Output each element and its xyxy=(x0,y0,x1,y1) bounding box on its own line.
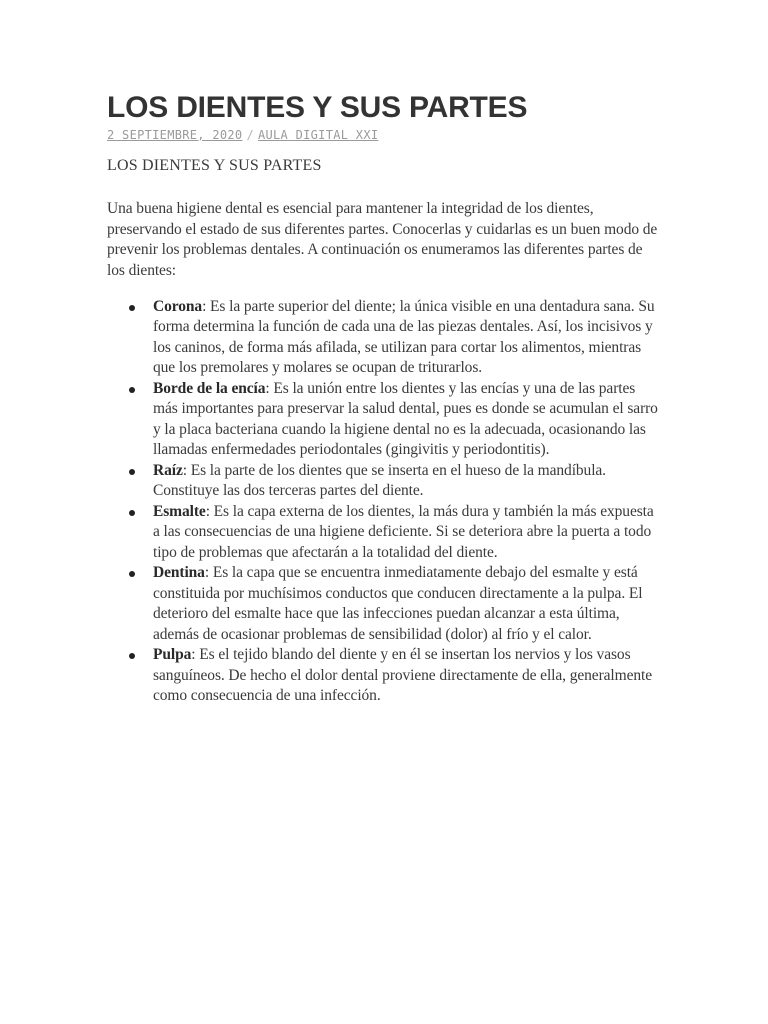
article xyxy=(107,88,662,707)
bullet-icon xyxy=(129,510,135,516)
term-esmalte: Esmalte xyxy=(153,502,206,520)
term-corona: Corona xyxy=(153,297,203,315)
bullet-icon xyxy=(129,305,135,311)
post-meta xyxy=(107,127,662,143)
bullet-icon xyxy=(129,387,135,393)
post-date-link[interactable]: 2 SEPTIEMBRE, 2020 xyxy=(107,128,243,142)
category-link[interactable]: AULA DIGITAL XXI xyxy=(257,128,379,142)
term-borde-encia: Borde de la encía xyxy=(153,379,266,397)
bullet-icon xyxy=(129,571,135,577)
page-title: LOS DIENTES Y SUS PARTES xyxy=(107,91,528,124)
article-subheading: LOS DIENTES Y SUS PARTES xyxy=(107,157,322,174)
list-item-esmalte xyxy=(153,502,662,564)
list-item-corona xyxy=(153,297,662,379)
tooth-parts-list-2 xyxy=(107,502,662,707)
meta-separator: / xyxy=(246,128,254,142)
term-dentina: Dentina xyxy=(153,564,205,581)
definition-dentina: : Es la capa que se encuentra inmediatamente debajo del esmalte y está constituida por muchísimos conductos que conducen directamente a la pulpa. El deterioro del esmalte hace que las infecciones puedan alcanzar a esta última, además de ocasionar problemas de sensibilidad (dolor) al frío y el calor. xyxy=(153,564,643,643)
list-item-pulpa xyxy=(153,645,662,707)
list-item-borde-encia xyxy=(153,379,662,461)
definition-raiz: : Es la parte de los dientes que se inserta en el hueso de la mandíbula. Constituye las dos terceras partes del diente. xyxy=(153,461,606,499)
bullet-icon xyxy=(129,469,135,475)
bullet-icon xyxy=(129,653,135,659)
definition-borde-encia: : Es la unión entre los dientes y las encías y una de las partes más importantes para preservar la salud dental, pues es donde se acumulan el sarro y la placa bacteriana cuando la higiene dental no es la adecuada, ocasionando las llamadas enfermedades periodontales (gingivitis y periodontitis). xyxy=(153,379,658,458)
term-raiz: Raíz xyxy=(153,461,183,479)
definition-esmalte: : Es la capa externa de los dientes, la más dura y también la más expuesta a las consecuencias de una higiene deficiente. Si se deteriora abre la puerta a todo tipo de problemas que afectarán a la totalidad del diente. xyxy=(153,502,654,561)
list-item-raiz xyxy=(153,461,662,502)
list-item-dentina xyxy=(153,563,662,645)
tooth-parts-list-1 xyxy=(107,297,662,502)
intro-paragraph: Una buena higiene dental es esencial para mantener la integridad de los dientes, preservando el estado de sus diferentes partes. Conocerlas y cuidarlas es un buen modo de prevenir los problemas dentales. A continuación os enumeramos las diferentes partes de los dientes: xyxy=(107,200,658,279)
definition-pulpa: : Es el tejido blando del diente y en él se insertan los nervios y los vasos sanguíneos. De hecho el dolor dental proviene directamente de ella, generalmente como consecuencia de una infección. xyxy=(153,646,652,704)
term-pulpa: Pulpa xyxy=(153,646,192,663)
definition-corona: : Es la parte superior del diente; la única visible en una dentadura sana. Su forma determina la función de cada una de las piezas dentales. Así, los incisivos y los caninos, de forma más afilada, se utilizan para cortar los alimentos, mientras que los premolares y molares se ocupan de triturarlos. xyxy=(153,297,655,376)
